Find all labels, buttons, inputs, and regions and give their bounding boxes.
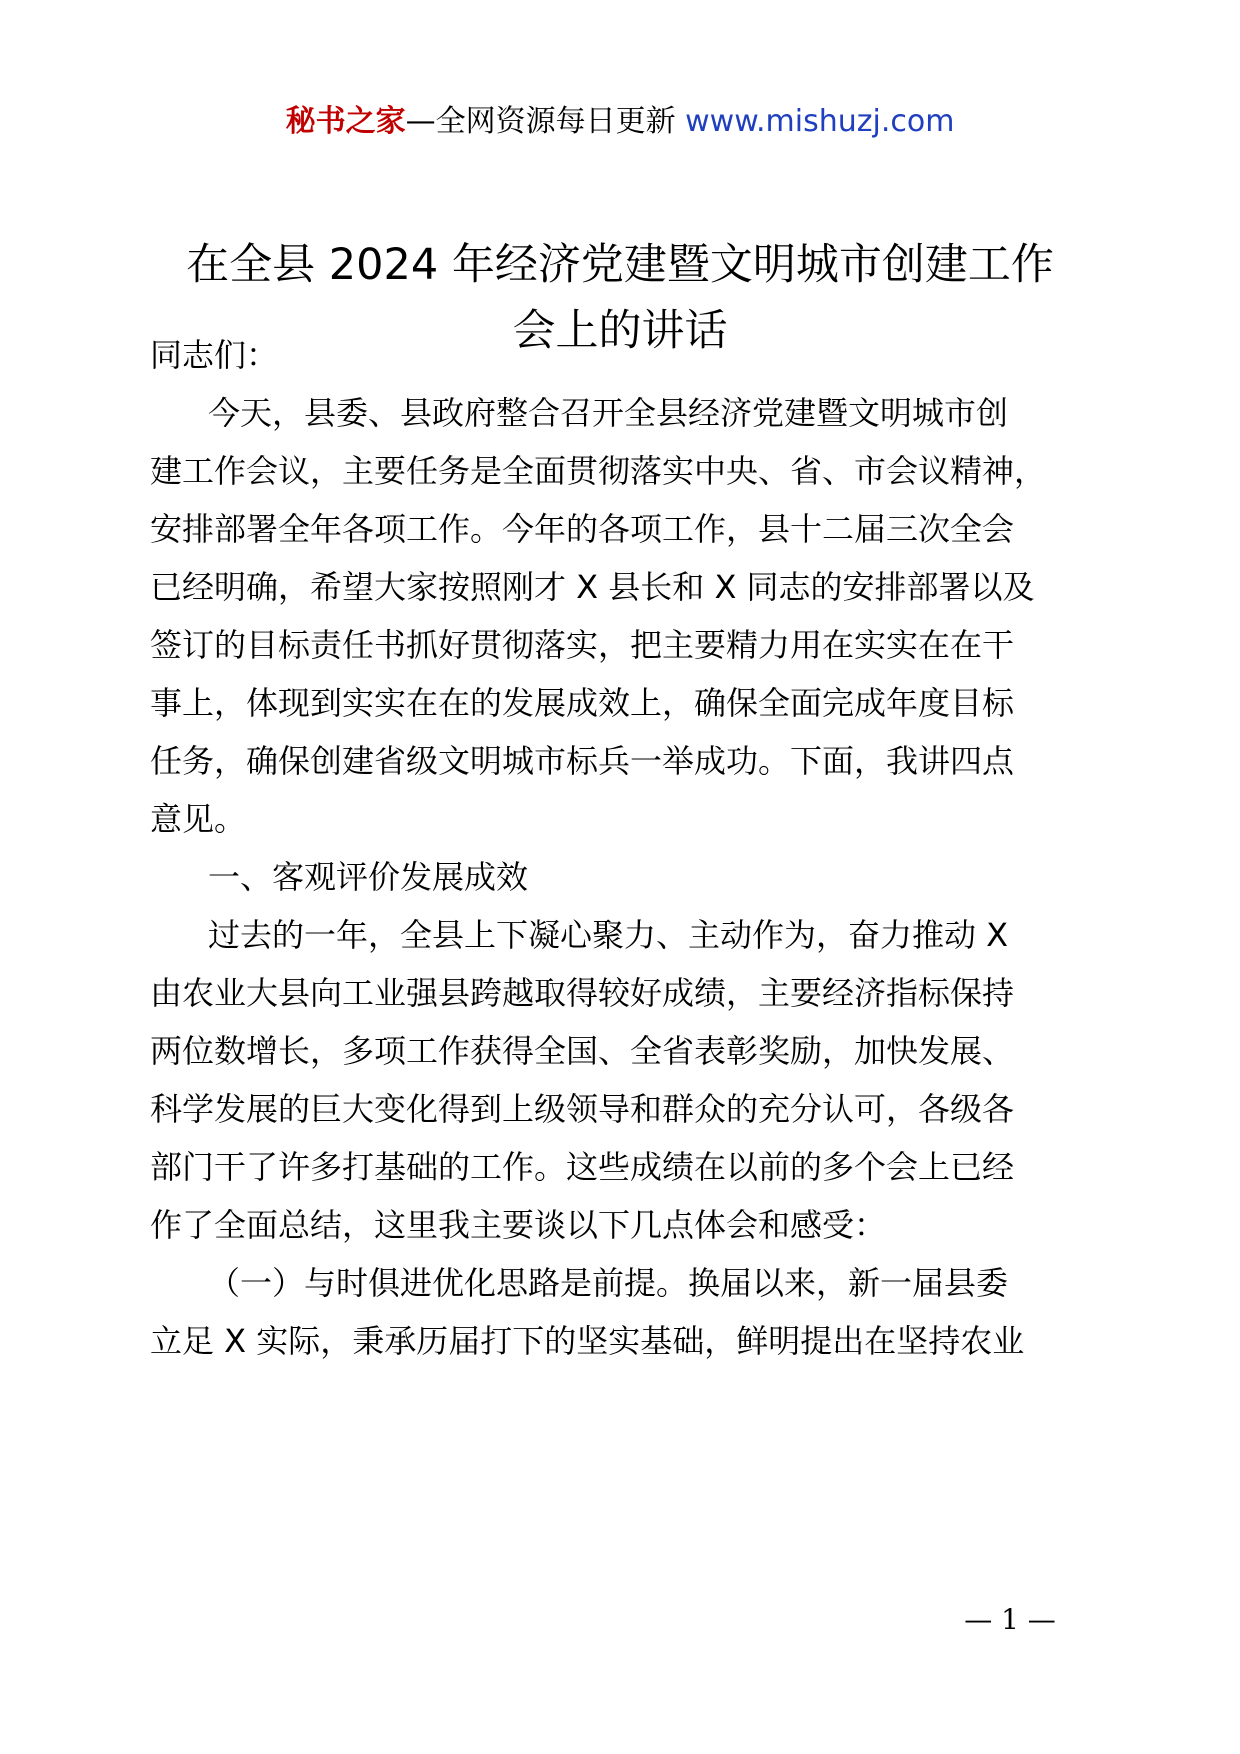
salutation: 同志们： [150, 336, 279, 374]
document-title-line-1: 在全县 2024 年经济党建暨文明城市创建工作 [186, 240, 1054, 290]
paragraph-line: 安排部署全年各项工作。今年的各项工作，县十二届三次全会 [150, 510, 1015, 548]
subsection-line: （一）与时俱进优化思路是前提。换届以来，新一届县委 [208, 1264, 1009, 1302]
paragraph-line: 过去的一年，全县上下凝心聚力、主动作为，奋力推动 X [208, 916, 1009, 954]
header-tagline: —全网资源每日更新 [405, 104, 686, 139]
paragraph-line: 意见。 [150, 800, 247, 838]
document-title-line-2: 会上的讲话 [512, 306, 728, 356]
paragraph-line: 作了全面总结，这里我主要谈以下几点体会和感受： [150, 1206, 887, 1244]
paragraph-line: 签订的目标责任书抓好贯彻落实，把主要精力用在实实在在干 [150, 626, 1015, 664]
paragraph-line: 两位数增长，多项工作获得全国、全省表彰奖励，加快发展、 [150, 1032, 1015, 1070]
paragraph-line: 立足 X 实际，秉承历届打下的坚实基础，鲜明提出在坚持农业 [150, 1322, 1025, 1360]
paragraph-line: 科学发展的巨大变化得到上级领导和群众的充分认可，各级各 [150, 1090, 1015, 1128]
page-number: — 1 — [964, 1603, 1056, 1636]
section-heading: 一、客观评价发展成效 [208, 858, 529, 896]
site-url[interactable]: www.mishuzj.com [685, 104, 955, 139]
paragraph-line: 已经明确，希望大家按照刚才 X 县长和 X 同志的安排部署以及 [150, 568, 1035, 606]
brand-name: 秘书之家 [285, 104, 406, 139]
paragraph-line: 建工作会议，主要任务是全面贯彻落实中央、省、市会议精神， [150, 452, 1047, 490]
paragraph-line: 部门干了许多打基础的工作。这些成绩在以前的多个会上已经 [150, 1148, 1015, 1186]
paragraph-line: 事上，体现到实实在在的发展成效上，确保全面完成年度目标 [150, 684, 1015, 722]
site-header [0, 98, 1240, 146]
paragraph-line: 由农业大县向工业强县跨越取得较好成绩，主要经济指标保持 [150, 974, 1015, 1012]
paragraph-line: 今天，县委、县政府整合召开全县经济党建暨文明城市创 [208, 394, 1009, 432]
paragraph-line: 任务，确保创建省级文明城市标兵一举成功。下面，我讲四点 [150, 742, 1015, 780]
